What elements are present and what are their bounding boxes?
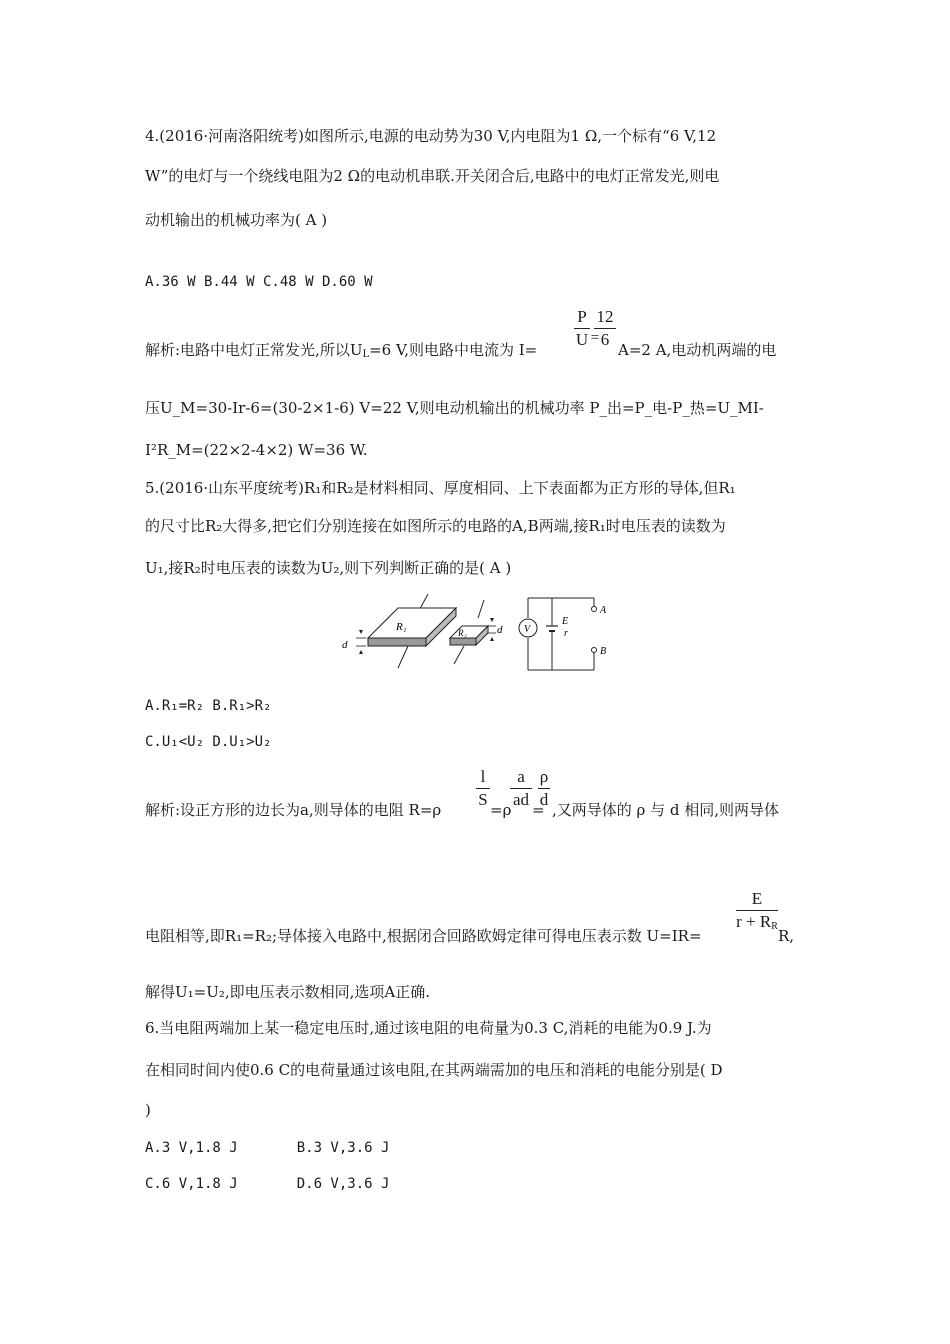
q5-eq-1: =ρ xyxy=(490,801,512,819)
q4-analysis-line-3: I²R_M=(22×2-4×2) W=36 W. xyxy=(145,441,368,459)
q5-analysis-text-b: ,又两导体的 ρ 与 d 相同,则两导体 xyxy=(552,801,780,819)
circuit xyxy=(519,598,607,670)
q5-fraction-e-over-r-plus-r xyxy=(736,888,778,938)
q5-analysis-text-a: 解析:设正方形的边长为a,则导体的电阻 R=ρ xyxy=(145,801,442,819)
q5-line-2: 的尺寸比R₂大得多,把它们分别连接在如图所示的电路的A,B两端,接R₁时电压表的读数为 xyxy=(145,517,726,535)
q4-analysis-text-c: =6 V,则电路中电流为 I= xyxy=(369,341,538,359)
q6-line-3: ) xyxy=(145,1101,151,1119)
q4-line-2: W”的电灯与一个绕线电阻为2 Ω的电动机串联.开关闭合后,电路中的电灯正常发光,则电 xyxy=(145,167,720,185)
q4-frac1-denominator: U xyxy=(575,330,589,349)
q4-line-1: 4.(2016·河南洛阳统考)如图所示,电源的电动势为30 V,内电阻为1 Ω,一个标有“6 V,12 xyxy=(145,127,717,145)
q4-line-3: 动机输出的机械功率为( A ) xyxy=(145,211,328,229)
d-marker-2 xyxy=(488,618,503,641)
q6-line-1: 6.当电阻两端加上某一稳定电压时,通过该电阻的电荷量为0.3 C,消耗的电能为0.9 J.为 xyxy=(145,1019,712,1037)
q4-analysis-text-a: 解析:电路中电灯正常发光,所以U xyxy=(145,341,363,359)
q4-analysis-text-d: A=2 A,电动机两端的电 xyxy=(618,341,777,359)
terminal-a-label: A xyxy=(600,605,607,616)
d-label-2: d xyxy=(497,624,503,636)
q5-fracD-numerator: E xyxy=(751,889,763,908)
r1-block xyxy=(368,594,456,668)
q6-options-row-1: A.3 V,1.8 J B.3 V,3.6 J xyxy=(145,1140,390,1156)
q5-fracB-numerator: a xyxy=(517,767,525,786)
q5-fraction-a-over-ad xyxy=(510,766,532,811)
q5-analysis-line-3: 解得U₁=U₂,即电压表示数相同,选项A正确. xyxy=(145,983,431,1001)
q5-analysis-text-2b: R, xyxy=(778,927,795,945)
q6-line-2: 在相同时间内使0.6 C的电荷量通过该电阻,在其两端需加的电压和消耗的电能分别是( D xyxy=(145,1061,723,1079)
q5-fracD-denominator: $r + R_R$ xyxy=(736,912,778,932)
q4-sub-l: L xyxy=(362,349,370,360)
terminal-b-label: B xyxy=(600,646,607,657)
r2-label: R₂ xyxy=(458,628,467,638)
q4-fraction-p-over-u xyxy=(574,306,590,351)
q4-analysis-line-2: 压U_M=30-Ir-6=(30-2×1-6) V=22 V,则电动机输出的机械功率 P_出=P_电-P_热=U_MI- xyxy=(145,399,764,417)
q5-fracC-numerator: ρ xyxy=(539,767,549,786)
q4-fraction-12-over-6 xyxy=(594,306,616,351)
q5-fracB-denominator: ad xyxy=(512,790,530,809)
d-marker-1 xyxy=(342,630,366,654)
r1-label: R₁ xyxy=(396,621,407,633)
q5-line-1: 5.(2016·山东平度统考)R₁和R₂是材料相同、厚度相同、上下表面都为正方形的导体,但R₁ xyxy=(145,479,736,497)
q5-fracA-denominator: S xyxy=(478,790,488,809)
emf-label: E xyxy=(562,616,569,627)
terminal-a-icon xyxy=(592,607,597,612)
d-label-1: d xyxy=(342,639,348,651)
q5-options-row-1: A.R₁=R₂ B.R₁>R₂ xyxy=(145,698,272,714)
q5-analysis-text-2a: 电阻相等,即R₁=R₂;导体接入电路中,根据闭合回路欧姆定律可得电压表示数 U=IR= xyxy=(145,927,702,945)
terminal-b-icon xyxy=(592,648,597,653)
voltmeter-label: V xyxy=(524,624,531,635)
q4-frac2-denominator: 6 xyxy=(600,330,610,349)
q5-fraction-l-over-s xyxy=(476,766,490,811)
q5-fraction-rho-over-d xyxy=(538,766,550,811)
q4-frac-equals: = xyxy=(590,330,600,346)
q4-frac1-numerator: P xyxy=(577,307,587,326)
q5-options-row-2: C.U₁<U₂ D.U₁>U₂ xyxy=(145,734,272,750)
internal-r-label: r xyxy=(564,628,568,639)
q6-options-row-2: C.6 V,1.8 J D.6 V,3.6 J xyxy=(145,1176,390,1192)
q5-line-3: U₁,接R₂时电压表的读数为U₂,则下列判断正确的是( A ) xyxy=(145,559,512,577)
q4-analysis-line-1 xyxy=(145,340,537,365)
q5-figure xyxy=(336,590,626,682)
q5-fracA-numerator: l xyxy=(480,767,486,786)
q4-options: A.36 W B.44 W C.48 W D.60 W xyxy=(145,274,373,290)
q5-fracC-denominator: d xyxy=(539,790,549,809)
q5-eq-2: = xyxy=(532,801,545,819)
q4-frac2-numerator: 12 xyxy=(596,307,614,326)
